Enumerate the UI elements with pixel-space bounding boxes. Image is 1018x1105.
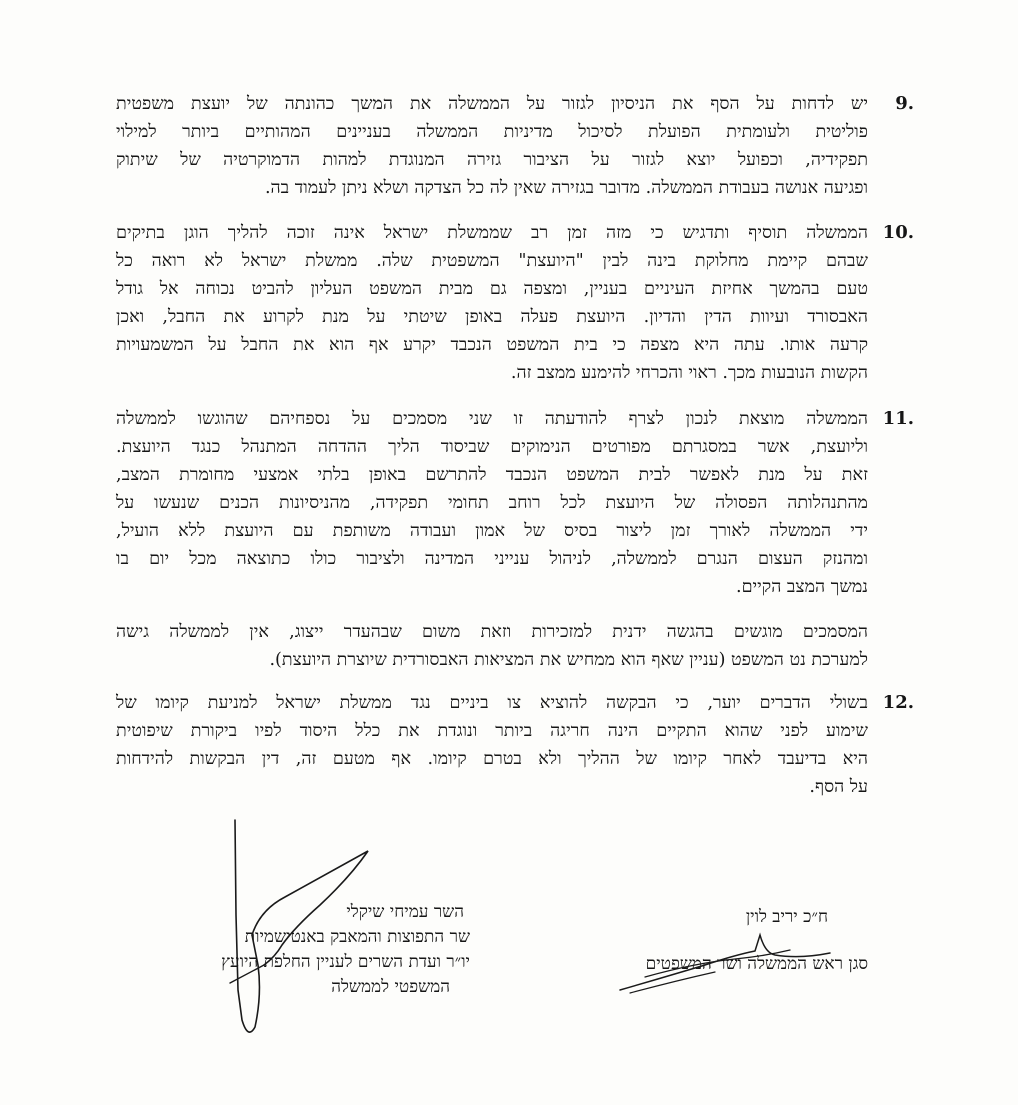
paragraph-line: תפקידיה, וכפועל יוצא לגזור על הציבור גזירה המנוגדת למהות הדמוקרטיה של שיתוק [116,150,868,170]
signatory-name: השר עמיחי שיקלי [346,902,464,922]
paragraph-line: נמשך המצב הקיים. [735,577,868,597]
paragraph-line: שימוע לפני שהוא התקיים הינה חריגה ביותר ונוגדת את כלל היסוד לפיו ביקורת שיפוטית [116,721,868,741]
paragraph-11 [116,405,912,601]
paragraph-line: האבסורד ועיוות הדין והדיון. היועצת פעלה באופן שיטתי על מנת לקרוע את החבל, ואכן [116,307,868,327]
paragraph-line: הממשלה מוצאת לנכון לצרף להודעתה זו שני מסמכים על נספחיהם שהוגשו לממשלה [116,409,868,429]
signatory-title: יו״ר ועדת השרים לעניין החלפת היועץ [221,952,470,972]
paragraph-number: 10. [882,222,914,243]
handwritten-signature-shikli [200,815,440,1045]
paragraph-line: למערכת נט המשפט (עניין שאף הוא ממחיש את המציאות האבסורדית שיוצרת היועצת). [269,650,868,670]
signatory-name: ח״כ יריב לוין [745,907,828,927]
signatory-title: סגן ראש הממשלה ושר המשפטים [645,954,868,974]
paragraph-number: 12. [882,692,914,713]
paragraph-line: ידי הממשלה לאורך זמן ליצור בסיס של אמון ועבודה משותפת עם היועצת ללא הועיל, [116,521,868,541]
paragraph-line: יש לדחות על הסף את הניסיון לגזור על הממשלה את המשך כהונתה של יועצת משפטית [116,94,868,114]
paragraph-line: זאת על מנת לאפשר לבית המשפט הנכבד להתרשם באופן בלתי אמצעי מחומרת המצב, [116,465,868,485]
paragraph-filing-note [116,618,912,674]
paragraph-line: מהתנהלותה הפסולה של היועצת לכל רוחב תחומי תפקידה, מהניסיונות הכנים שנעשו על [116,493,868,513]
paragraph-line: הקשות הנובעות מכך. ראוי והכרחי להימנע ממצב זה. [510,363,868,383]
paragraph-line: פוליטית ולעומתית הפועלת לסיכול מדיניות הממשלה בעניינים המהותיים ביותר למילוי [116,122,868,142]
paragraph-line: המסמכים מוגשים בהגשה ידנית למזכירות וזאת משום שבהעדר ייצוג, אין לממשלה גישה [116,622,868,642]
handwritten-signature-levin [615,915,845,1005]
paragraph-12 [116,689,912,801]
paragraph-line: טעם בהמשך אחיזת העיניים בעניין, ומצפה גם מבית המשפט העליון להביט נכוחה אל גודל [116,279,868,299]
paragraph-line: היא בדיעבד לאחר קיומו של ההליך ולא בטרם קיומו. אף מטעם זה, דין הבקשות להידחות [116,749,868,769]
paragraph-line: ומהנזק העצום הנגרם לממשלה, לניהול ענייני המדינה ולציבור כולו כתוצאה מכל יום בו [116,549,868,569]
paragraph-10 [116,219,912,387]
paragraph-number: 9. [895,93,914,114]
paragraph-line: קרעה אותו. עתה היא מצפה כי בית המשפט הנכבד יקרע אף הוא את החבל על המשמעויות [116,335,868,355]
paragraph-number: 11. [882,408,914,429]
paragraph-9 [116,90,912,202]
paragraph-line: בשולי הדברים יוער, כי הבקשה להוציא צו ביניים נגד ממשלת ישראל למניעת קיומו של [116,693,868,713]
signatory-title: המשפטי לממשלה [331,977,450,997]
signatory-title: שר התפוצות והמאבק באנטישמיות [244,927,470,947]
paragraph-line: שבהם קיימת מחלוקת בינה לבין "היועצת" המשפטית שלה. ממשלת ישראל לא רואה כל [116,251,868,271]
paragraph-line: הממשלה תוסיף ותדגיש כי מזה זמן רב שממשלת ישראל אינה זוכה להליך הוגן בתיקים [116,223,868,243]
paragraph-line: וליועצת, אשר במסגרתם מפורטים הנימוקים שביסוד הליך ההדחה המתנהל כנגד היועצת. [116,437,868,457]
paragraph-line: על הסף. [809,777,868,797]
paragraph-line: ופגיעה אנושה בעבודת הממשלה. מדובר בגזירה שאין לה כל הצדקה ושלא ניתן לעמוד בה. [264,178,868,198]
